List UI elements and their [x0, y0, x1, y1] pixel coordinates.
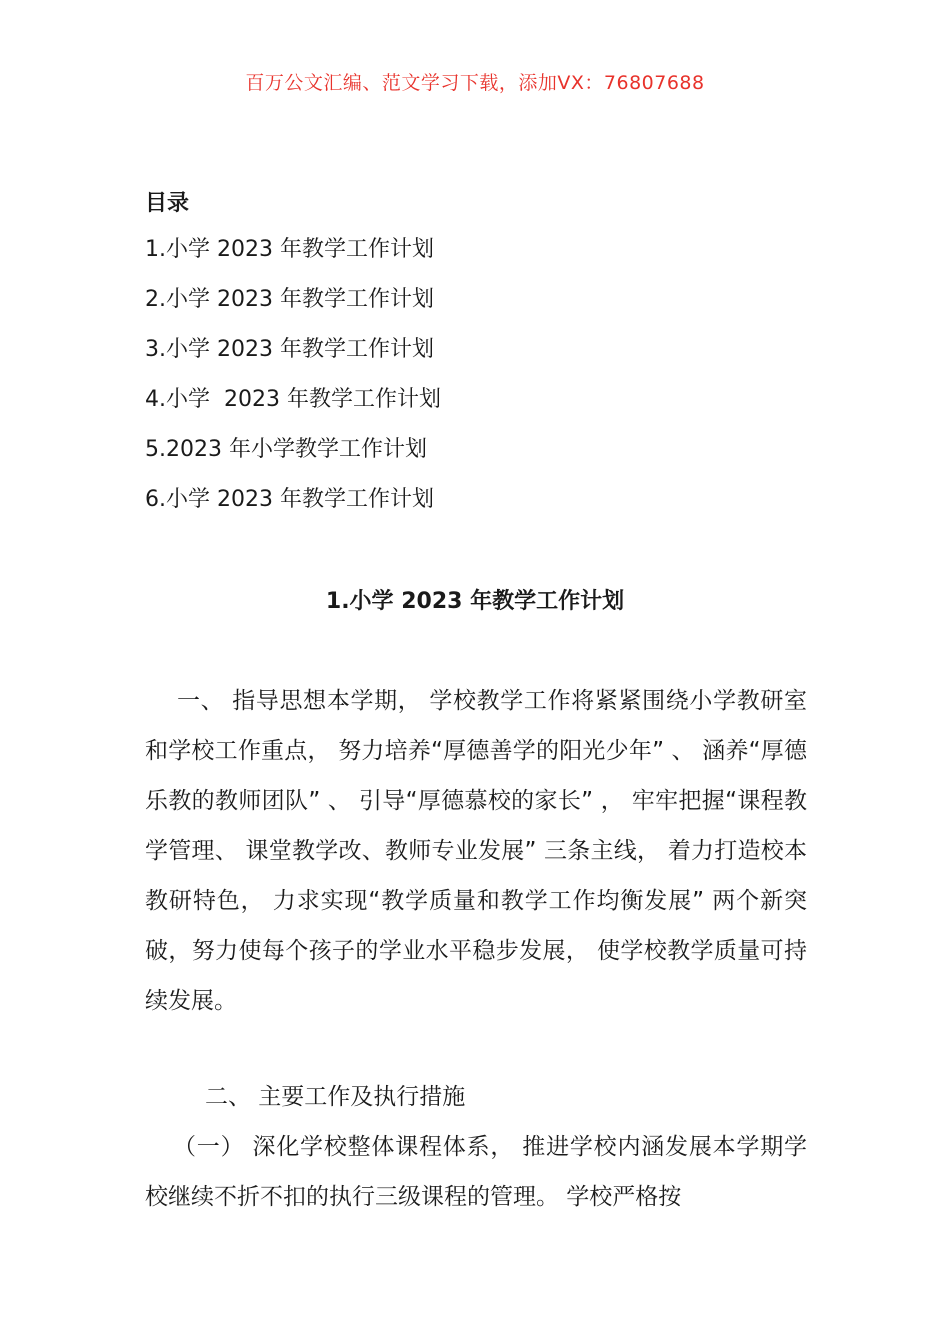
toc-item[interactable]: 3.小学 2023 年教学工作计划 — [145, 337, 434, 362]
paragraph-curriculum-system: （一） 深化学校整体课程体系， 推进学校内涵发展本学期学校继续不折不扣的执行三级课程的管理。 学校严格按 — [145, 1134, 807, 1210]
toc-item[interactable]: 6.小学 2023 年教学工作计划 — [145, 487, 434, 512]
section-title: 1.小学 2023 年教学工作计划 — [325, 589, 625, 614]
paragraph-guiding-ideology: 一、 指导思想本学期， 学校教学工作将紧紧围绕小学教研室和学校工作重点， 努力培养“厚德善学的阳光少年” 、 涵养“厚德乐教的教师团队” 、 引导“厚德慕校的家长” ， 牢牢把握“课程教学管理、 课堂教学改、教师专业发展” 三条主线， 着力打造校本教研特色， 力求实现“教学质量和教学工作均衡发展” 两个新突破，努力使每个孩子的学业水平稳步发展， 使学校教学质量可持续发展。 — [145, 688, 807, 1014]
toc-item[interactable]: 1.小学 2023 年教学工作计划 — [145, 237, 434, 262]
paragraph-main-work-heading: 二、 主要工作及执行措施 — [205, 1084, 466, 1110]
toc-item[interactable]: 5.2023 年小学教学工作计划 — [145, 437, 427, 462]
toc-item[interactable]: 2.小学 2023 年教学工作计划 — [145, 287, 434, 312]
toc-list — [145, 232, 441, 532]
header-watermark-note: 百万公文汇编、范文学习下载，添加VX：76807688 — [245, 72, 705, 94]
toc-title: 目录 — [145, 191, 190, 216]
toc-item[interactable]: 4.小学 2023 年教学工作计划 — [145, 387, 441, 412]
